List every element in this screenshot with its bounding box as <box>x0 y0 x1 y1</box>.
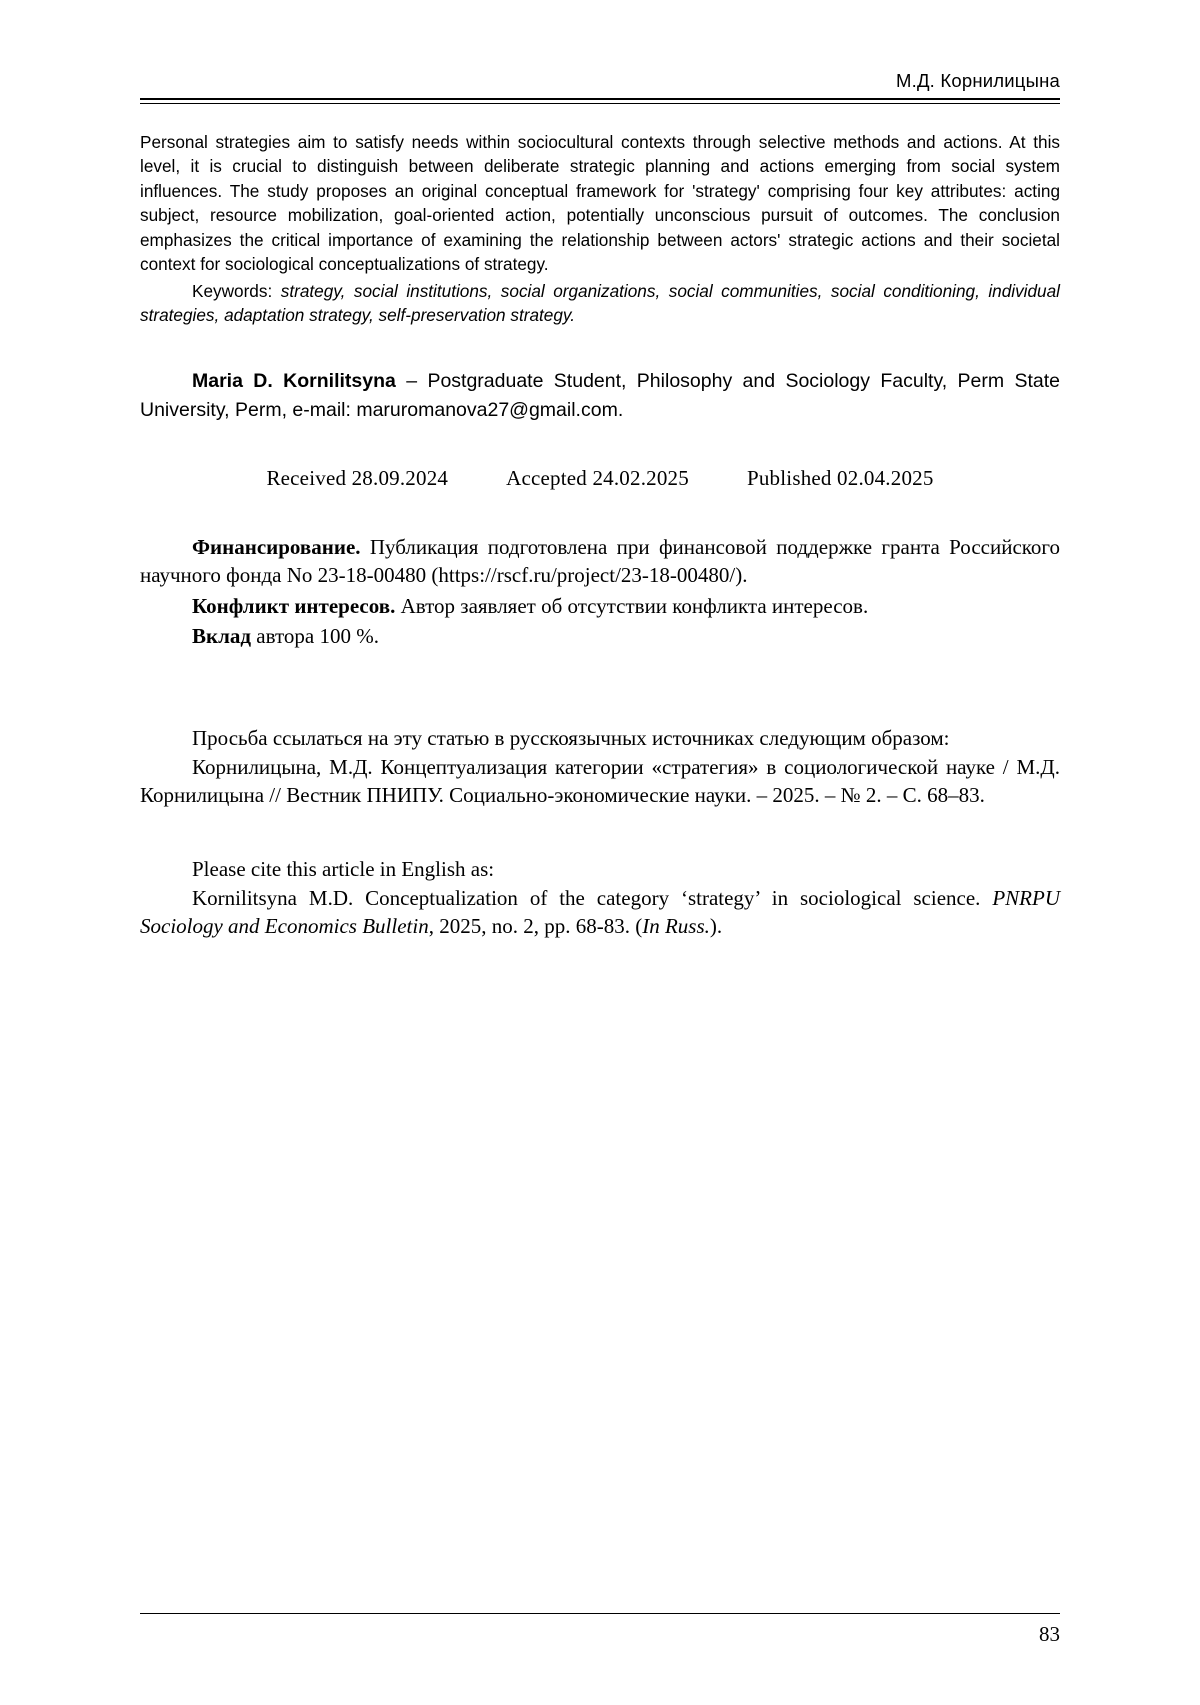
citation-russian-intro: Просьба ссылаться на эту статью в русскоязычных источниках следующим образом: <box>192 726 950 751</box>
funding-note <box>140 533 1060 590</box>
conflict-label: Конфликт интересов. <box>192 593 396 618</box>
citation-russian-body: Корнилицына, М.Д. Концептуализация категории «стратегия» в социологической науке / М.Д. Корнилицына // Вестник ПНИПУ. Социально-экономические науки. – 2025. – № 2. – С. 68–83. <box>140 754 1060 807</box>
header-rule <box>140 98 1060 104</box>
keywords-value: strategy, social institutions, social organizations, social communities, social conditioning, individual strategies, adaptation strategy, self-preservation strategy. <box>140 280 1060 325</box>
conflict-note <box>140 592 1060 620</box>
publication-dates <box>140 466 1060 491</box>
page-content <box>140 70 1060 940</box>
page-number: 83 <box>1039 1622 1060 1646</box>
citation-english-body <box>140 884 1060 941</box>
citation-english-text-3: ). <box>709 914 723 938</box>
author-block <box>140 367 1060 424</box>
citation-english-text-2: , 2025, no. 2, pp. 68-83. ( <box>428 914 643 938</box>
citation-english-intro: Please cite this article in English as: <box>192 857 495 882</box>
contribution-text: автора 100 %. <box>256 623 379 648</box>
author-affiliation: – Postgraduate Student, Philosophy and Sociology Faculty, Perm State University, Perm, e-mail: maruromanova27@gmail.com. <box>140 370 1061 421</box>
funding-label: Финансирование. <box>192 534 361 559</box>
running-head: М.Д. Корнилицына <box>896 70 1060 91</box>
citation-english-text-1: Kornilitsyna M.D. Conceptualization of the category ‘strategy’ in sociological science. <box>192 885 993 910</box>
page-footer <box>140 1613 1060 1647</box>
keywords-label: Keywords: <box>192 280 273 301</box>
footer-rule <box>140 1613 1060 1614</box>
contribution-label: Вклад <box>192 623 252 648</box>
date-published: Published 02.04.2025 <box>746 465 934 490</box>
date-received: Received 28.09.2024 <box>266 465 449 490</box>
contribution-note <box>140 622 1060 650</box>
author-name: Maria D. Kornilitsyna <box>192 370 396 393</box>
date-accepted: Accepted 24.02.2025 <box>506 465 689 490</box>
funding-text: Публикация подготовлена при финансовой поддержке гранта Российского научного фонда No 23-18-00480 (https://rscf.ru/project/23-18-00480/). <box>140 534 1060 588</box>
keywords-paragraph <box>140 279 1060 328</box>
citation-english <box>140 855 1060 940</box>
citation-english-journal: PNRPU Sociology and Economics Bulletin <box>140 885 1060 938</box>
abstract-paragraph: Personal strategies aim to satisfy needs within sociocultural contexts through selective methods and actions. At this level, it is crucial to distinguish between deliberate strategic planning and actions emerging from social system influences. The study proposes an original conceptual framework for 'strategy' comprising four key attributes: acting subject, resource mobilization, goal-oriented action, potentially unconscious pursuit of outcomes. The conclusion emphasizes the critical importance of examining the relationship between actors' strategic actions and their societal context for sociological conceptualizations of strategy. <box>140 132 1060 275</box>
notes-block <box>140 533 1060 650</box>
conflict-text: Автор заявляет об отсутствии конфликта интересов. <box>400 593 869 618</box>
citation-english-in-russ: In Russ. <box>642 914 710 938</box>
citation-russian <box>140 724 1060 809</box>
